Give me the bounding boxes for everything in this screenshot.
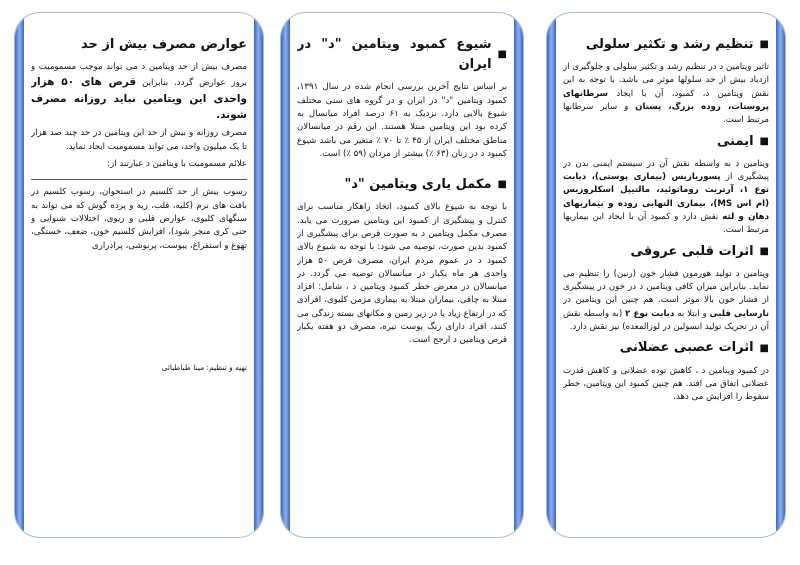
divider <box>31 179 247 180</box>
right-paragraph-1: تاثیر ویتامین د در تنظیم رشد و تکثیر سلولی و جلوگیری از ازدیاد بیش از حد سلولها موثر می باشد. با توجه به این نقش ویتامین د، کمبود، آن با ایجاد سرطانهای پروستات، روده بزرگ، پستان و سایر سرطانها مرتبط است. <box>563 62 769 126</box>
right-title-4: ■ اثرات عصبی عضلانی <box>619 340 769 356</box>
panel-middle-content <box>297 31 507 523</box>
bullet-icon: ■ <box>497 179 507 191</box>
left-title: عوارض مصرف بیش از حد <box>81 37 247 52</box>
bullet-icon: ■ <box>759 246 769 258</box>
bullet-icon: ■ <box>759 39 769 51</box>
mid-paragraph-1: بر اساس نتایج آخرین بررسی انجام شده در سال ۱۳۹۱، کمبود ویتامین "د" در ایران و در گروه های سنی مختلف شیوع بالایی دارد. نزدیک به ۶۱ درصد افراد میانسال به کرده بود این ویتامین مبتلا هستند. این رقم در میانسالان مناطق مختلف ایران از ۴۵ ٪ تا ۷۰ ٪ متغیر می باشد شیوع کمبود د در زنان (۶۳ ٪) بیشتر از مردان (۵۹ ٪) است. <box>297 82 507 159</box>
left-paragraph-3: علائم مسمومیت با ویتامین د عبارتند از: <box>107 159 247 170</box>
panel-left-content <box>31 31 247 523</box>
bullet-icon: ■ <box>759 136 769 148</box>
mid-title-2: ■ مکمل یاری ویتامین "د" <box>344 177 507 193</box>
panel-right <box>546 12 786 538</box>
mid-paragraph-2: با توجه به شیوع بالای کمبود، اتخاذ راهکار مناسب برای کنترل و پیشگیری از کمبود این ویتامین ضرورت می یابد. مصرف مکمل ویتامین د به صورت قرص برای پیشگیری از کمبود بدین صورت، توصیه می شود: با توجه به شیوع بالای کمبود د در عموم مردم ایران، مصرف قرص ۵۰ هزار واحدی هر ماه یکبار در میانسالان توصیه می گردد. در میانسالان در معرض خطر کمبود ویتامین د ، شامل: افراد مبتلا به چاقی، بیماران مبتلا به بیماری مزمن کلیوی، افرادی که در ارتفاع زیاد یا در زیر زمین و مکانهای بسته زندگی می کنند، افراد دارای رنگ پوست تیره، مصرف دو هفته یکبار قرص ویتامین د ارجح است. <box>297 202 507 346</box>
right-paragraph-4: در کمبود ویتامین د ، کاهش توده عضلانی و کاهش قدرت عضلانی اتفاق می افتد. هم چنین کمبود این ویتامین، خطر سقوط را افزایش می دهد. <box>563 365 769 403</box>
left-paragraph-4: رسوب بیش از حد کلسیم در استخوان، رسوب کلسیم در بافت های نرم (کلیه، قلب، ریه و پرده گوش که می تواند به سنگهای کلیوی، عوارض قلبی و ریوی، اختلالات شنوایی و حتی کری منجر شود)، افزایش کلسیم خون، ضعف، خستگی، تهوع و استفراغ، یبوست، پرنوشی، پرادراری <box>31 187 247 251</box>
right-title-3: ■ اثرات قلبی عروقی <box>630 243 769 259</box>
right-paragraph-3: ویتامین د تولید هورمون فشار خون (رنین) را تنظیم می نماید. بنابراین میزان کافی ویتامین د در خون در پیشگیری از فشار خون بالا موثر است. هم چنین این ویتامین در نارسایی قلبی و ابتلا به دیابت نوع ۲ (به واسطه نقش آن در تحریک تولید انسولین در لوزالمعده) نیز نقش دارد. <box>563 268 769 333</box>
right-title-2: ■ ایمنی <box>717 133 769 149</box>
mid-title-1: ■ شیوع کمبود ویتامین "د" در ایران <box>297 37 507 73</box>
bullet-icon: ■ <box>759 342 769 354</box>
left-paragraph-1: مصرف بیش از حد ویتامین د می تواند موجب مسمومیت و بروز عوارض گردد. بنابراین قرص های ۵۰ هزار واحدی این ویتامین نباید روزانه مصرف شوند. <box>31 62 247 122</box>
credit-line: تهیه و تنظیم: مینا طباطبائی <box>161 363 247 372</box>
left-paragraph-2: مصرف روزانه و بیش از حد این ویتامین در حد چند صد هزار تا یک میلیون واحد، می تواند مسمومیت ایجاد نماید. <box>31 128 247 152</box>
panel-right-content <box>563 31 769 523</box>
right-paragraph-2: ویتامین د به واسطه نقش آن در سیستم ایمنی بدن در پیشگیری از پسوریازیس (بیماری پوستی)، دیابت نوع ۱، آرتریت روماتوئید، مالتیپل اسکلروزیس (ام اس MS)، بیماری التهابی روده و بیماریهای دهان و لثه نقش دارد و کمبود آن با ایجاد این بیماریها مرتبط است. <box>563 158 769 236</box>
right-title-1: ■ تنظیم رشد و تکثیر سلولی <box>585 37 769 52</box>
panel-left <box>14 12 264 538</box>
panel-middle <box>280 12 524 538</box>
bullet-icon: ■ <box>497 49 507 61</box>
